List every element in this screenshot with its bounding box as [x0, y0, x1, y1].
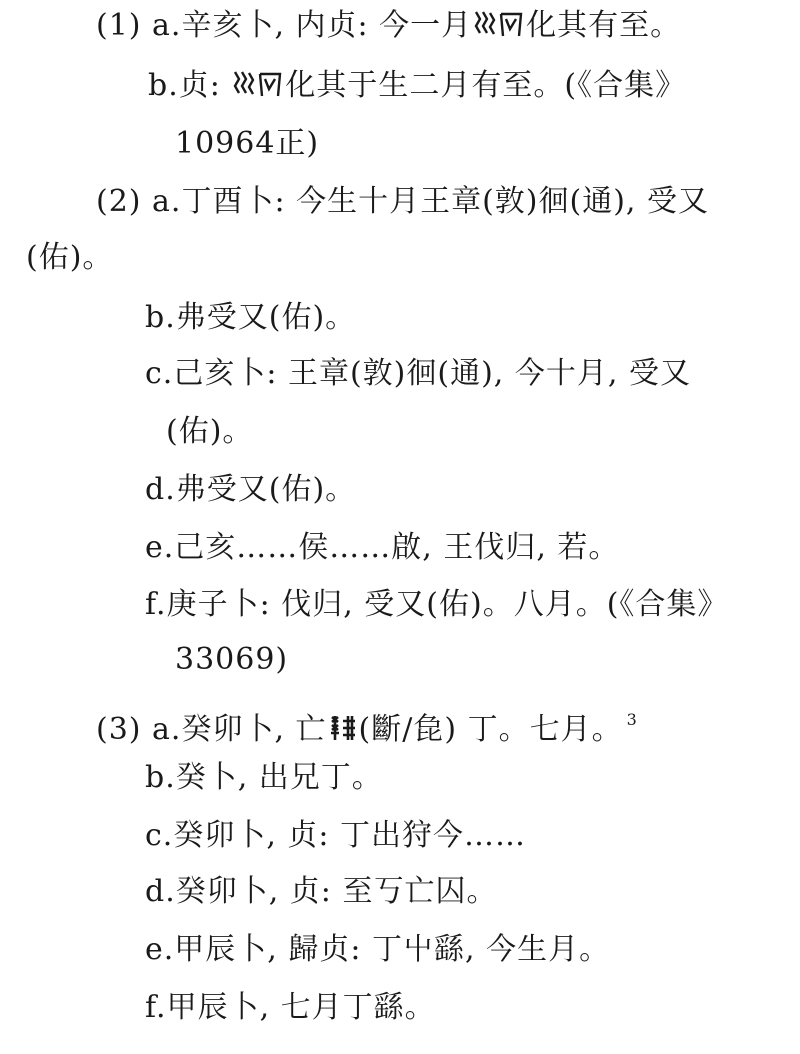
oracle-glyph-icon — [473, 9, 525, 39]
oracle-glyph-icon — [328, 713, 358, 743]
ex1-b-text: b.贞: — [148, 68, 232, 103]
ex3-a-text: (3) a.癸卯卜, 亡 — [96, 712, 327, 747]
ex2-line-c: c.己亥卜: 王章(敦)徊(通), 今十月, 受又 — [145, 356, 691, 391]
ex2-line-f: f.庚子卜: 伐归, 受又(佑)。八月。(《合集》 — [145, 587, 729, 622]
ex1-line-b — [148, 66, 686, 106]
ex2-line-c-cont: (佑)。 — [166, 414, 254, 449]
ex3-line-e: e.甲辰卜, 歸贞: 丁屮繇, 今生月。 — [145, 932, 611, 967]
ex3-line-d: d.癸卯卜, 贞: 至丂亡囚。 — [145, 874, 498, 909]
ex1-a-text-2: 化其有至。 — [526, 8, 682, 43]
ex2-line-b: b.弗受又(佑)。 — [145, 300, 357, 335]
footnote-marker[interactable]: 3 — [626, 710, 638, 729]
ex2-line-d: d.弗受又(佑)。 — [145, 472, 357, 507]
ex1-line-a — [96, 6, 681, 46]
ex1-a-text: (1) a.辛亥卜, 内贞: 今一月 — [96, 8, 473, 43]
ex3-a-text-2: (斷/㲋) 丁。七月。 — [358, 712, 623, 747]
ex3-line-a — [96, 700, 638, 750]
oracle-glyph-icon — [232, 69, 284, 99]
ex1-line-b-cont: 10964正) — [175, 126, 320, 161]
ex3-line-c: c.癸卯卜, 贞: 丁出狩今…… — [145, 818, 527, 853]
ex1-b-text-2: 化其于生二月有至。(《合集》 — [285, 68, 687, 103]
ex2-line-a-cont: (佑)。 — [26, 240, 114, 275]
ex3-line-f: f.甲辰卜, 七月丁繇。 — [145, 990, 436, 1025]
ex3-line-b: b.癸卜, 出兄丁。 — [145, 760, 383, 795]
ex2-line-e: e.己亥……侯……啟, 王伐归, 若。 — [145, 530, 620, 565]
ex2-line-a: (2) a.丁酉卜: 今生十月王章(敦)徊(通), 受又 — [96, 184, 709, 219]
ex2-line-f-cont: 33069) — [175, 642, 289, 677]
